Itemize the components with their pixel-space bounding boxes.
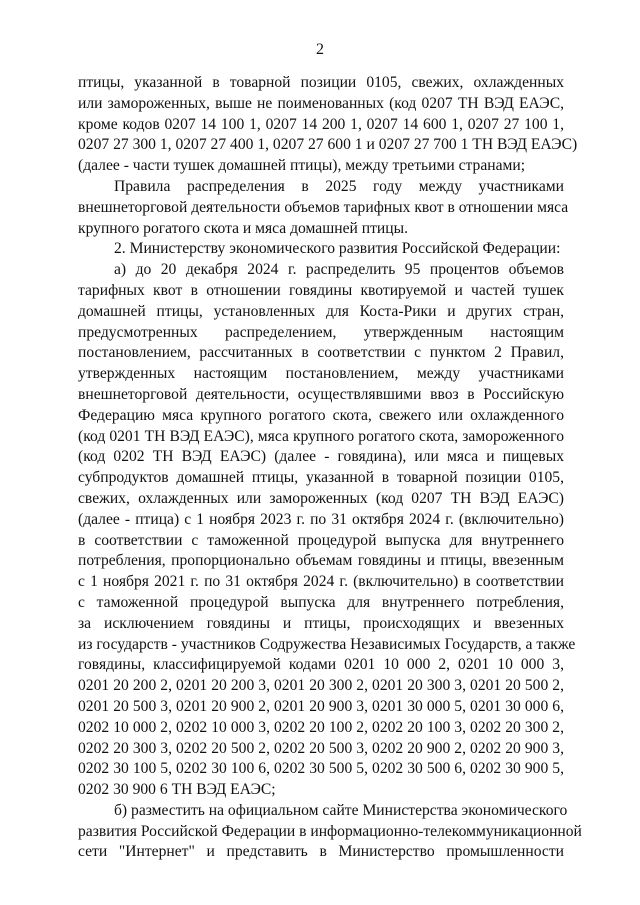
text-line: говядины, классифицируемой кодами 0201 10 000 2, 0201 10 000 3, xyxy=(78,656,564,674)
text-line: (далее - части тушек домашней птицы), между третьими странами; xyxy=(78,157,526,175)
paragraph-subclause-a xyxy=(78,260,576,801)
text-line: свежих, охлажденных или замороженных (код 0207 ТН ВЭД ЕАЭС) xyxy=(78,489,564,507)
text-line: 2. Министерству экономического развития Российской Федерации: xyxy=(114,240,561,258)
text-line: в соответствии с таможенной процедурой выпуска для внутреннего xyxy=(78,531,564,549)
text-line: крупного рогатого скота и мяса домашней птицы. xyxy=(78,219,408,237)
text-line: Правила распределения в 2025 году между участниками xyxy=(114,177,564,195)
text-line: 0202 30 100 5, 0202 30 100 6, 0202 30 500 5, 0202 30 500 6, 0202 30 900 5, xyxy=(78,760,564,778)
text-line: постановлением, рассчитанных в соответствии с пунктом 2 Правил, xyxy=(78,344,564,362)
paragraph-rules xyxy=(78,177,569,239)
paragraph-continuation xyxy=(78,73,578,177)
text-line: с таможенной процедурой выпуска для внутреннего потребления, xyxy=(78,593,564,611)
page-number: 2 xyxy=(316,41,324,58)
text-line: (далее - птица) с 1 ноября 2023 г. по 31 октября 2024 г. (включительно) xyxy=(78,510,564,528)
text-line: 0201 20 500 3, 0201 20 900 2, 0201 20 900 3, 0201 30 000 5, 0201 30 000 6, xyxy=(78,697,564,715)
text-line: 0202 20 300 3, 0202 20 500 2, 0202 20 500 3, 0202 20 900 2, 0202 20 900 3, xyxy=(78,739,564,757)
text-line: или замороженных, выше не поименованных (код 0207 ТН ВЭД ЕАЭС, xyxy=(78,94,564,112)
paragraph-clause-2 xyxy=(78,239,564,260)
text-line: потребления, пропорционально объемам говядины и птицы, ввезенным xyxy=(78,552,564,570)
text-line: (код 0201 ТН ВЭД ЕАЭС), мяса крупного рогатого скота, замороженного xyxy=(78,427,564,445)
text-line: внешнеторговой деятельности, осуществлявшими ввоз в Российскую xyxy=(78,385,564,403)
text-line: кроме кодов 0207 14 100 1, 0207 14 200 1, 0207 14 600 1, 0207 27 100 1, xyxy=(78,115,564,133)
text-line: 0201 20 200 2, 0201 20 200 3, 0201 20 300 2, 0201 20 300 3, 0201 20 500 2, xyxy=(78,677,564,695)
text-line: 0202 10 000 2, 0202 10 000 3, 0202 20 100 2, 0202 20 100 3, 0202 20 300 2, xyxy=(78,718,564,736)
text-line: 0202 30 900 6 ТН ВЭД ЕАЭС; xyxy=(78,781,276,799)
text-line: домашней птицы, установленных для Коста-Рики и других стран, xyxy=(78,302,564,320)
paragraph-subclause-b xyxy=(78,801,582,863)
text-line: б) разместить на официальном сайте Министерства экономического xyxy=(114,801,568,819)
text-line: из государств - участников Содружества Независимых Государств, а также xyxy=(78,635,576,653)
text-line: сети "Интернет" и представить в Министерство промышленности xyxy=(78,843,564,861)
text-line: с 1 ноября 2021 г. по 31 октября 2024 г. (включительно) в соответствии xyxy=(78,573,564,591)
text-line: за исключением говядины и птицы, происходящих и ввезенных xyxy=(78,614,564,632)
text-line: внешнеторговой деятельности объемов тарифных квот в отношении мяса xyxy=(78,198,569,216)
text-line: Федерацию мяса крупного рогатого скота, свежего или охлажденного xyxy=(78,406,564,424)
text-line: субпродуктов домашней птицы, указанной в товарной позиции 0105, xyxy=(78,469,564,487)
text-line: предусмотренных распределением, утвержденным настоящим xyxy=(78,323,564,341)
text-line: 0207 27 300 1, 0207 27 400 1, 0207 27 600 1 и 0207 27 700 1 ТН ВЭД ЕАЭС) xyxy=(78,136,578,154)
text-line: птицы, указанной в товарной позиции 0105, свежих, охлажденных xyxy=(78,74,564,91)
text-line: тарифных квот в отношении говядины квотируемой и частей тушек xyxy=(78,281,564,299)
text-line: утвержденных настоящим постановлением, между участниками xyxy=(78,365,564,383)
document-body xyxy=(78,73,582,863)
text-line: а) до 20 декабря 2024 г. распределить 95 процентов объемов xyxy=(114,261,564,279)
text-line: развития Российской Федерации в информационно-телекоммуникационной xyxy=(78,822,582,840)
text-line: (код 0202 ТН ВЭД ЕАЭС) (далее - говядина), или мяса и пищевых xyxy=(78,448,564,466)
